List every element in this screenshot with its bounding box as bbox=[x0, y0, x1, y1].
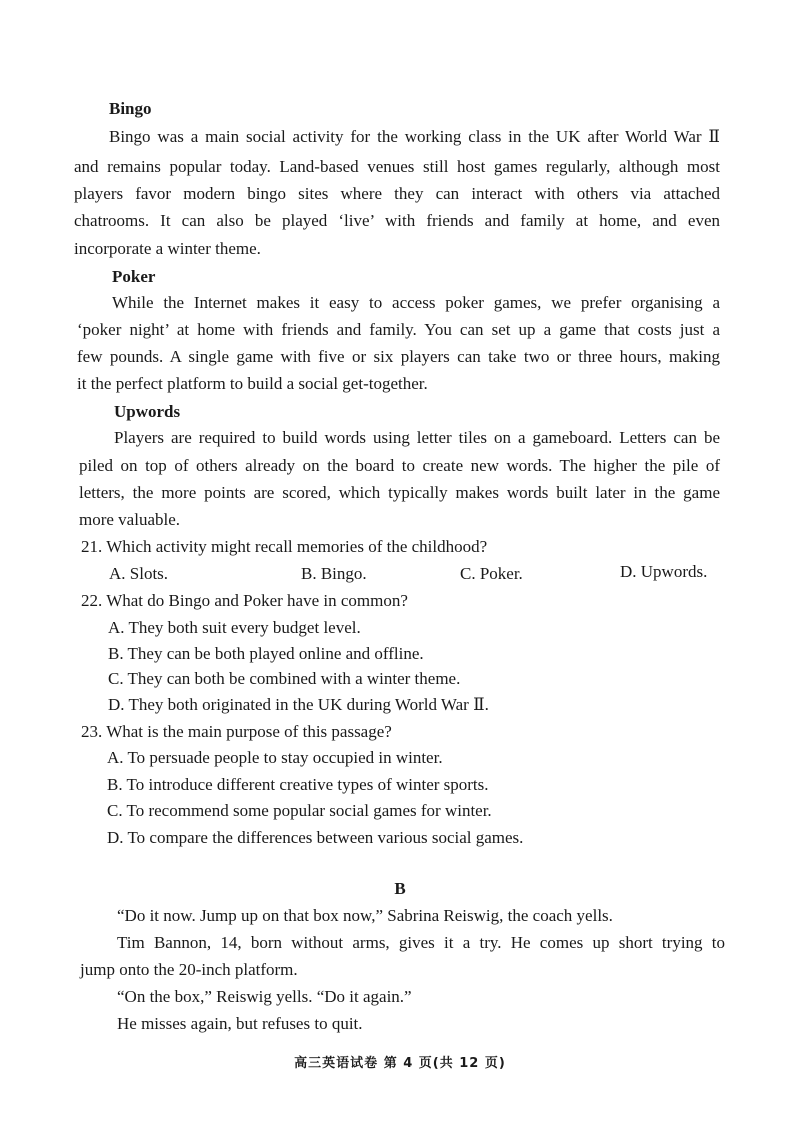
poker-line-3: few pounds. A single game with five or six players can take two or three hours, making bbox=[77, 347, 720, 366]
section-heading-bingo: Bingo bbox=[109, 99, 152, 118]
upwords-line-3: letters, the more points are scored, which typically makes words built later in the game bbox=[79, 483, 720, 502]
upwords-line-1: Players are required to build words using letter tiles on a gameboard. Letters can be bbox=[114, 428, 720, 447]
bingo-line-5: incorporate a winter theme. bbox=[74, 239, 261, 258]
question-22-stem: 22. What do Bingo and Poker have in common? bbox=[81, 591, 408, 610]
question-21-stem: 21. Which activity might recall memories of the childhood? bbox=[81, 537, 488, 556]
question-23-option-d: D. To compare the differences between various social games. bbox=[107, 828, 524, 847]
question-23-option-a: A. To persuade people to stay occupied in winter. bbox=[107, 748, 443, 767]
passage-b-line-3: jump onto the 20-inch platform. bbox=[80, 960, 298, 979]
question-22-option-d: D. They both originated in the UK during World War Ⅱ. bbox=[108, 695, 489, 714]
question-21-option-a: A. Slots. bbox=[109, 564, 169, 583]
passage-b-line-4: “On the box,” Reiswig yells. “Do it again.” bbox=[117, 987, 412, 1006]
question-23-option-c: C. To recommend some popular social games for winter. bbox=[107, 801, 492, 820]
section-heading-upwords: Upwords bbox=[114, 402, 181, 421]
passage-b-line-1: “Do it now. Jump up on that box now,” Sabrina Reiswig, the coach yells. bbox=[117, 906, 613, 925]
passage-b-line-5: He misses again, but refuses to quit. bbox=[117, 1014, 363, 1033]
bingo-line-3: players favor modern bingo sites where they can interact with others via attached bbox=[74, 184, 720, 203]
question-22-option-a: A. They both suit every budget level. bbox=[108, 618, 361, 637]
bingo-line-2: and remains popular today. Land-based venues still host games regularly, although most bbox=[74, 157, 720, 176]
upwords-line-4: more valuable. bbox=[79, 510, 181, 529]
question-22-option-c: C. They can both be combined with a winter theme. bbox=[108, 669, 461, 688]
question-22-option-b: B. They can be both played online and offline. bbox=[108, 644, 424, 663]
passage-b-heading: B bbox=[394, 879, 406, 898]
question-21-option-c: C. Poker. bbox=[460, 564, 523, 583]
question-21-option-b: B. Bingo. bbox=[301, 564, 367, 583]
upwords-line-2: piled on top of others already on the board to create new words. The higher the pile of bbox=[79, 456, 720, 475]
question-23-stem: 23. What is the main purpose of this passage? bbox=[81, 722, 392, 741]
question-21-option-d: D. Upwords. bbox=[620, 562, 708, 581]
passage-b-line-2: Tim Bannon, 14, born without arms, gives it a try. He comes up short trying to bbox=[117, 933, 725, 952]
poker-line-1: While the Internet makes it easy to access poker games, we prefer organising a bbox=[112, 293, 720, 312]
section-heading-poker: Poker bbox=[112, 267, 156, 286]
bingo-line-4: chatrooms. It can also be played ‘live’ with friends and family at home, and even bbox=[74, 211, 720, 230]
page-footer: 高三英语试卷 第 4 页(共 12 页) bbox=[294, 1056, 506, 1071]
poker-line-2: ‘poker night’ at home with friends and family. You can set up a game that costs just a bbox=[77, 320, 720, 339]
question-23-option-b: B. To introduce different creative types of winter sports. bbox=[107, 775, 489, 794]
poker-line-4: it the perfect platform to build a social get-together. bbox=[77, 374, 428, 393]
bingo-line-1: Bingo was a main social activity for the working class in the UK after World War Ⅱ bbox=[109, 127, 720, 146]
